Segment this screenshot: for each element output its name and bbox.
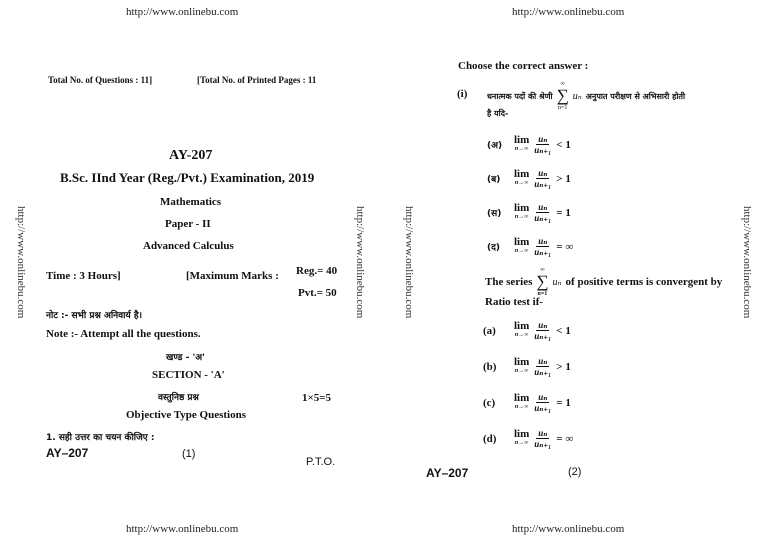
option-label: (c) xyxy=(483,396,496,409)
ratio-fraction: $\frac{\text{uₙ}}{\text{uₙ₊₁}}$ xyxy=(534,320,552,341)
topic: Advanced Calculus xyxy=(143,240,234,252)
instruction: Choose the correct answer : xyxy=(458,60,589,72)
section-english: SECTION - 'A' xyxy=(152,369,225,381)
footer-code-page2: AY–207 xyxy=(426,466,469,480)
option-hindi-1[interactable] xyxy=(487,134,571,155)
header-url-right: http://www.onlinebu.com xyxy=(512,6,625,18)
footer-page-number-2: (2) xyxy=(568,466,582,478)
question-hindi-part-a: धनात्मक पदों की श्रेणी xyxy=(487,91,553,101)
ratio-fraction: $\frac{\text{uₙ}}{\text{uₙ₊₁}}$ xyxy=(534,168,552,189)
section-hindi: खण्ड - 'अ' xyxy=(166,353,205,363)
option-label: (b) xyxy=(483,360,497,373)
question-hindi-line1 xyxy=(487,80,685,112)
option-relation: = 1 xyxy=(556,206,571,219)
option-relation: = ∞ xyxy=(556,432,574,445)
total-questions: Total No. of Questions : 11] xyxy=(48,75,153,85)
question-english-part-a: The series xyxy=(485,276,533,288)
option-relation: = ∞ xyxy=(556,240,574,253)
footer-code-page1: AY–207 xyxy=(46,446,89,460)
footer-page-number-1: (1) xyxy=(182,448,196,460)
limit-expression: lim n→∞ xyxy=(514,319,530,338)
option-label: (द) xyxy=(487,243,501,253)
marks-private: Pvt.= 50 xyxy=(298,287,337,299)
marks-regular: Reg.= 40 xyxy=(296,265,338,277)
time-allowed: Time : 3 Hours] xyxy=(46,270,121,282)
ratio-fraction: $\frac{\text{uₙ}}{\text{uₙ₊₁}}$ xyxy=(534,134,552,155)
option-label: (d) xyxy=(483,432,497,445)
limit-expression: lim n→∞ xyxy=(514,133,530,152)
option-relation: > 1 xyxy=(556,172,571,185)
option-relation: = 1 xyxy=(556,396,571,409)
option-hindi-3[interactable] xyxy=(487,202,571,223)
paper-number: Paper - II xyxy=(165,218,211,230)
ratio-fraction: $\frac{\text{uₙ}}{\text{uₙ₊₁}}$ xyxy=(534,236,552,257)
limit-expression: lim n→∞ xyxy=(514,427,530,446)
side-url-2: http://www.onlinebu.com xyxy=(354,206,366,319)
sigma-top: ∞ xyxy=(560,81,565,87)
exam-title xyxy=(60,170,314,186)
option-english-c[interactable] xyxy=(483,392,571,413)
limit-expression: lim n→∞ xyxy=(514,235,530,254)
option-relation: < 1 xyxy=(556,324,571,337)
marks-scheme: 1×5=5 xyxy=(302,392,332,404)
header-url-left: http://www.onlinebu.com xyxy=(126,6,239,18)
question-1-hindi: 1. सही उत्तर का चयन कीजिए : xyxy=(46,433,155,443)
ratio-fraction: $\frac{\text{uₙ}}{\text{uₙ₊₁}}$ xyxy=(534,428,552,449)
ratio-fraction: $\frac{\text{uₙ}}{\text{uₙ₊₁}}$ xyxy=(534,202,552,223)
option-relation: > 1 xyxy=(556,360,571,373)
sigma-symbol-hindi: ∞ ∑ n=1 xyxy=(556,81,569,111)
limit-expression: lim n→∞ xyxy=(514,391,530,410)
question-hindi-line2: है यदि- xyxy=(487,109,509,118)
sigma-term: uₙ xyxy=(572,90,582,102)
option-english-a[interactable] xyxy=(483,320,571,341)
question-english-line1: The series ∞ ∑ n=1 uₙ of positive terms is convergent by xyxy=(485,267,723,297)
max-marks-label: [Maximum Marks : xyxy=(186,270,279,282)
objective-english: Objective Type Questions xyxy=(126,409,246,421)
ratio-fraction: $\frac{\text{uₙ}}{\text{uₙ₊₁}}$ xyxy=(534,356,552,377)
subject: Mathematics xyxy=(160,196,222,208)
footer-pto: P.T.O. xyxy=(306,456,336,468)
limit-expression: lim n→∞ xyxy=(514,355,530,374)
note-hindi: नोट :- सभी प्रश्न अनिवार्य है। xyxy=(46,311,143,321)
note-english: Note :- Attempt all the questions. xyxy=(46,328,201,340)
objective-hindi: वस्तुनिष्ठ प्रश्न xyxy=(158,393,199,403)
option-label: (अ) xyxy=(487,141,503,151)
exam-title-text: B.Sc. IInd Year (Reg./Pvt.) Examination, 2019 xyxy=(60,170,315,185)
sigma-symbol-english: ∞ ∑ n=1 xyxy=(536,267,549,297)
question-number: (i) xyxy=(457,88,468,100)
sigma-bottom: n=1 xyxy=(557,105,568,111)
option-english-d[interactable] xyxy=(483,428,573,449)
option-label: (ब) xyxy=(487,175,501,185)
side-url-4: http://www.onlinebu.com xyxy=(741,206,753,319)
footer-url-left: http://www.onlinebu.com xyxy=(126,523,239,535)
paper-code: AY-207 xyxy=(169,148,213,163)
ratio-fraction: $\frac{\text{uₙ}}{\text{uₙ₊₁}}$ xyxy=(534,392,552,413)
option-label: (स) xyxy=(487,209,502,219)
option-hindi-4[interactable] xyxy=(487,236,573,257)
total-pages: [Total No. of Printed Pages : 11 xyxy=(197,75,317,85)
limit-expression: lim n→∞ xyxy=(514,201,530,220)
option-hindi-2[interactable] xyxy=(487,168,571,189)
option-english-b[interactable] xyxy=(483,356,571,377)
question-english-line2: Ratio test if- xyxy=(485,296,544,308)
option-relation: < 1 xyxy=(556,138,571,151)
question-hindi-part-b: अनुपात परीक्षण से अभिसारी होती xyxy=(585,91,686,101)
footer-url-right: http://www.onlinebu.com xyxy=(512,523,625,535)
side-url-3: http://www.onlinebu.com xyxy=(403,206,415,319)
option-label: (a) xyxy=(483,324,496,337)
question-english-part-b: of positive terms is convergent by xyxy=(565,276,723,288)
side-url-1: http://www.onlinebu.com xyxy=(15,206,27,319)
limit-expression: lim n→∞ xyxy=(514,167,530,186)
